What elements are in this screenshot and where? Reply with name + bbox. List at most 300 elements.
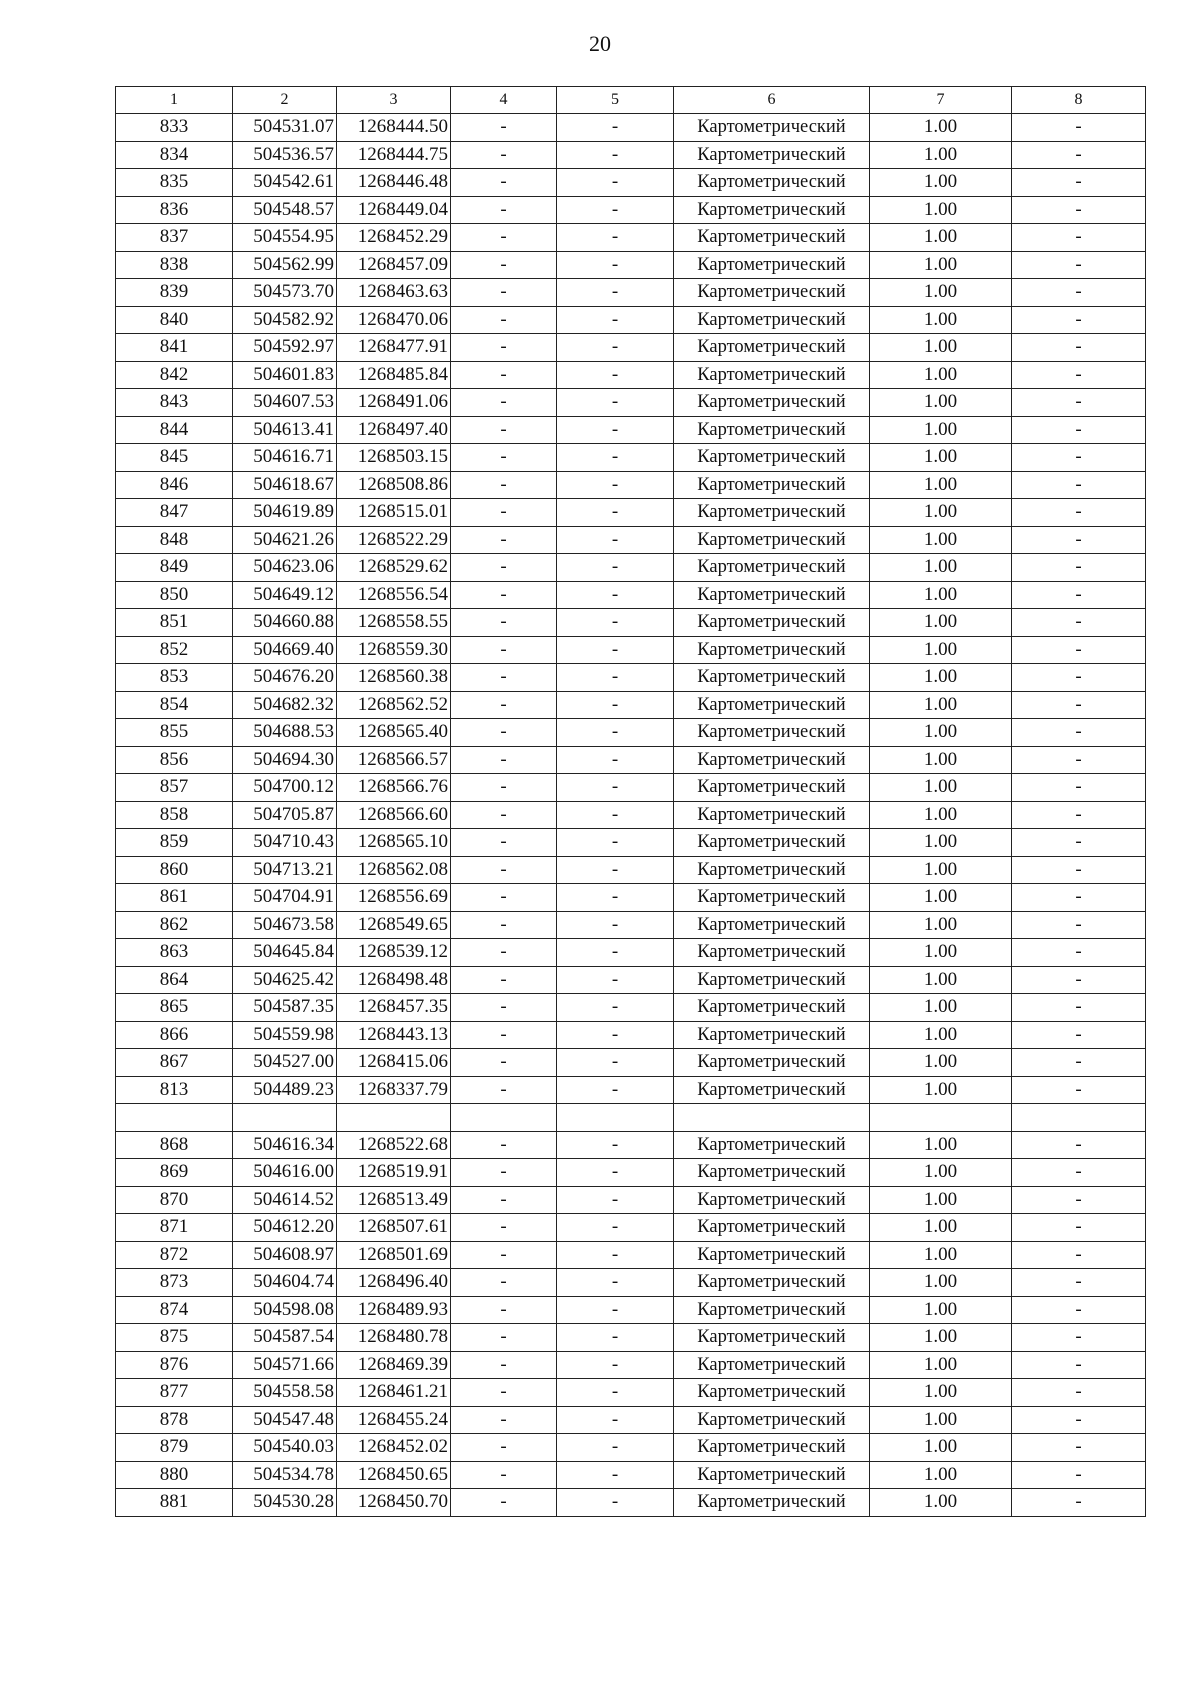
cell-coordinate-y: 1268480.78 — [337, 1324, 451, 1352]
cell-col-4: - — [451, 939, 557, 967]
cell-col-8: - — [1012, 1131, 1146, 1159]
cell-coordinate-y: 1268337.79 — [337, 1076, 451, 1104]
cell-col-4: - — [451, 279, 557, 307]
cell-coordinate-x: 504571.66 — [233, 1351, 337, 1379]
cell-point-number: 840 — [116, 306, 233, 334]
cell-accuracy: 1.00 — [870, 884, 1012, 912]
cell-method: Картометрический — [674, 609, 870, 637]
column-header-6: 6 — [674, 87, 870, 114]
cell-point-number: 874 — [116, 1296, 233, 1324]
cell-accuracy: 1.00 — [870, 664, 1012, 692]
cell-coordinate-y: 1268444.75 — [337, 141, 451, 169]
cell-col-8: - — [1012, 1076, 1146, 1104]
cell-accuracy: 1.00 — [870, 526, 1012, 554]
cell-col-8: - — [1012, 774, 1146, 802]
cell-col-5: - — [557, 554, 674, 582]
cell-method: Картометрический — [674, 801, 870, 829]
cell-method: Картометрический — [674, 1131, 870, 1159]
table-row — [116, 1131, 1146, 1159]
cell-method: Картометрический — [674, 1159, 870, 1187]
cell-col-5: - — [557, 224, 674, 252]
cell-point-number: 859 — [116, 829, 233, 857]
cell-col-4: - — [451, 196, 557, 224]
cell-accuracy: 1.00 — [870, 1324, 1012, 1352]
table-row — [116, 1159, 1146, 1187]
cell-point-number: 845 — [116, 444, 233, 472]
cell-method: Картометрический — [674, 499, 870, 527]
cell-accuracy: 1.00 — [870, 746, 1012, 774]
table-row — [116, 141, 1146, 169]
cell-accuracy: 1.00 — [870, 114, 1012, 142]
table-row — [116, 884, 1146, 912]
table-row — [116, 856, 1146, 884]
cell-col-4: - — [451, 141, 557, 169]
cell-col-8: - — [1012, 114, 1146, 142]
table-row — [116, 636, 1146, 664]
cell-accuracy: 1.00 — [870, 1434, 1012, 1462]
cell-col-8: - — [1012, 1214, 1146, 1242]
cell-accuracy: 1.00 — [870, 1351, 1012, 1379]
cell-coordinate-y: 1268455.24 — [337, 1406, 451, 1434]
cell-method: Картометрический — [674, 719, 870, 747]
cell-accuracy: 1.00 — [870, 416, 1012, 444]
cell-coordinate-y: 1268491.06 — [337, 389, 451, 417]
cell-accuracy: 1.00 — [870, 636, 1012, 664]
cell-col-8: - — [1012, 306, 1146, 334]
cell-coordinate-y: 1268501.69 — [337, 1241, 451, 1269]
cell-coordinate-y: 1268559.30 — [337, 636, 451, 664]
cell-coordinate-y: 1268522.29 — [337, 526, 451, 554]
table-row — [116, 1021, 1146, 1049]
cell-method: Картометрический — [674, 1241, 870, 1269]
cell-method: Картометрический — [674, 141, 870, 169]
cell-method: Картометрический — [674, 1049, 870, 1077]
cell-col-4: - — [451, 1406, 557, 1434]
cell-col-8: - — [1012, 499, 1146, 527]
cell-col-8: - — [1012, 1269, 1146, 1297]
cell-method: Картометрический — [674, 1434, 870, 1462]
cell-col-5: - — [557, 141, 674, 169]
cell-col-5: - — [557, 691, 674, 719]
cell-point-number: 848 — [116, 526, 233, 554]
table-row — [116, 1434, 1146, 1462]
table-row — [116, 1489, 1146, 1517]
cell-col-4: - — [451, 1489, 557, 1517]
cell-col-8: - — [1012, 526, 1146, 554]
cell-coordinate-y: 1268497.40 — [337, 416, 451, 444]
cell-coordinate-x: 504694.30 — [233, 746, 337, 774]
cell-col-8: - — [1012, 746, 1146, 774]
cell-col-5: - — [557, 939, 674, 967]
cell-accuracy — [870, 1104, 1012, 1132]
cell-coordinate-x: 504649.12 — [233, 581, 337, 609]
cell-coordinate-y: 1268457.35 — [337, 994, 451, 1022]
cell-coordinate-x: 504587.54 — [233, 1324, 337, 1352]
cell-col-8: - — [1012, 581, 1146, 609]
cell-method: Картометрический — [674, 471, 870, 499]
cell-coordinate-x: 504676.20 — [233, 664, 337, 692]
cell-point-number: 846 — [116, 471, 233, 499]
cell-accuracy: 1.00 — [870, 911, 1012, 939]
cell-point-number: 853 — [116, 664, 233, 692]
cell-coordinate-x: 504542.61 — [233, 169, 337, 197]
cell-point-number: 844 — [116, 416, 233, 444]
cell-point-number: 876 — [116, 1351, 233, 1379]
page-number: 20 — [589, 31, 611, 56]
cell-point-number: 836 — [116, 196, 233, 224]
cell-col-8: - — [1012, 1159, 1146, 1187]
cell-point-number: 860 — [116, 856, 233, 884]
cell-col-5: - — [557, 526, 674, 554]
cell-point-number: 834 — [116, 141, 233, 169]
cell-col-5: - — [557, 1406, 674, 1434]
cell-col-8: - — [1012, 829, 1146, 857]
cell-method: Картометрический — [674, 279, 870, 307]
cell-accuracy: 1.00 — [870, 801, 1012, 829]
cell-point-number: 863 — [116, 939, 233, 967]
cell-method: Картометрический — [674, 169, 870, 197]
cell-col-4: - — [451, 691, 557, 719]
cell-accuracy: 1.00 — [870, 196, 1012, 224]
cell-coordinate-x: 504613.41 — [233, 416, 337, 444]
cell-col-8: - — [1012, 196, 1146, 224]
cell-col-4: - — [451, 306, 557, 334]
cell-col-4: - — [451, 746, 557, 774]
cell-accuracy: 1.00 — [870, 1406, 1012, 1434]
cell-method: Картометрический — [674, 994, 870, 1022]
table-row — [116, 114, 1146, 142]
cell-coordinate-x: 504673.58 — [233, 911, 337, 939]
cell-method: Картометрический — [674, 361, 870, 389]
cell-col-5: - — [557, 361, 674, 389]
cell-col-5: - — [557, 389, 674, 417]
cell-coordinate-x: 504614.52 — [233, 1186, 337, 1214]
cell-col-8: - — [1012, 664, 1146, 692]
cell-col-4: - — [451, 884, 557, 912]
cell-col-4: - — [451, 1269, 557, 1297]
table-row — [116, 1076, 1146, 1104]
cell-coordinate-x: 504534.78 — [233, 1461, 337, 1489]
table-row — [116, 994, 1146, 1022]
cell-col-4: - — [451, 499, 557, 527]
cell-coordinate-x: 504607.53 — [233, 389, 337, 417]
cell-col-4: - — [451, 1049, 557, 1077]
table-row — [116, 471, 1146, 499]
cell-coordinate-y: 1268444.50 — [337, 114, 451, 142]
cell-coordinate-y: 1268565.40 — [337, 719, 451, 747]
cell-coordinate-y: 1268507.61 — [337, 1214, 451, 1242]
cell-col-4: - — [451, 169, 557, 197]
cell-coordinate-x: 504713.21 — [233, 856, 337, 884]
cell-coordinate-x: 504531.07 — [233, 114, 337, 142]
cell-coordinate-y: 1268452.02 — [337, 1434, 451, 1462]
cell-col-4: - — [451, 224, 557, 252]
cell-col-5: - — [557, 829, 674, 857]
table-row — [116, 361, 1146, 389]
table-row — [116, 1214, 1146, 1242]
cell-accuracy: 1.00 — [870, 251, 1012, 279]
cell-accuracy: 1.00 — [870, 1076, 1012, 1104]
cell-col-8: - — [1012, 471, 1146, 499]
table-row — [116, 801, 1146, 829]
column-header-1: 1 — [116, 87, 233, 114]
cell-point-number: 881 — [116, 1489, 233, 1517]
cell-point-number: 841 — [116, 334, 233, 362]
table-row — [116, 1351, 1146, 1379]
cell-method: Картометрический — [674, 196, 870, 224]
cell-accuracy: 1.00 — [870, 719, 1012, 747]
cell-method: Картометрический — [674, 1324, 870, 1352]
cell-col-4: - — [451, 1159, 557, 1187]
cell-method: Картометрический — [674, 1489, 870, 1517]
cell-col-5: - — [557, 444, 674, 472]
cell-col-4: - — [451, 416, 557, 444]
cell-point-number: 867 — [116, 1049, 233, 1077]
cell-coordinate-y: 1268562.08 — [337, 856, 451, 884]
cell-col-5: - — [557, 334, 674, 362]
cell-col-5: - — [557, 1296, 674, 1324]
cell-col-5: - — [557, 911, 674, 939]
cell-accuracy: 1.00 — [870, 361, 1012, 389]
cell-col-8: - — [1012, 911, 1146, 939]
cell-accuracy: 1.00 — [870, 856, 1012, 884]
cell-method: Картометрический — [674, 1351, 870, 1379]
table-row — [116, 1241, 1146, 1269]
cell-col-8: - — [1012, 1379, 1146, 1407]
cell-col-8: - — [1012, 1241, 1146, 1269]
cell-col-5 — [557, 1104, 674, 1132]
cell-coordinate-x: 504660.88 — [233, 609, 337, 637]
cell-coordinate-y: 1268566.60 — [337, 801, 451, 829]
cell-col-5: - — [557, 801, 674, 829]
cell-col-5: - — [557, 1269, 674, 1297]
cell-col-4: - — [451, 114, 557, 142]
cell-col-8: - — [1012, 939, 1146, 967]
cell-col-8: - — [1012, 251, 1146, 279]
cell-coordinate-y: 1268515.01 — [337, 499, 451, 527]
cell-point-number: 855 — [116, 719, 233, 747]
cell-col-5: - — [557, 114, 674, 142]
cell-coordinate-x: 504618.67 — [233, 471, 337, 499]
cell-coordinate-x: 504612.20 — [233, 1214, 337, 1242]
cell-coordinate-x: 504705.87 — [233, 801, 337, 829]
cell-col-8: - — [1012, 1406, 1146, 1434]
table-row — [116, 746, 1146, 774]
cell-col-4: - — [451, 471, 557, 499]
cell-col-4: - — [451, 911, 557, 939]
cell-accuracy: 1.00 — [870, 994, 1012, 1022]
table-row — [116, 526, 1146, 554]
table-row — [116, 1406, 1146, 1434]
cell-point-number: 837 — [116, 224, 233, 252]
cell-coordinate-x: 504616.34 — [233, 1131, 337, 1159]
cell-accuracy: 1.00 — [870, 966, 1012, 994]
cell-accuracy: 1.00 — [870, 1379, 1012, 1407]
cell-accuracy: 1.00 — [870, 691, 1012, 719]
cell-method: Картометрический — [674, 224, 870, 252]
cell-col-5: - — [557, 664, 674, 692]
cell-accuracy: 1.00 — [870, 1049, 1012, 1077]
cell-col-8: - — [1012, 1186, 1146, 1214]
cell-col-8: - — [1012, 884, 1146, 912]
cell-col-8: - — [1012, 169, 1146, 197]
cell-method: Картометрический — [674, 389, 870, 417]
cell-col-5: - — [557, 746, 674, 774]
table-row — [116, 444, 1146, 472]
cell-col-8: - — [1012, 856, 1146, 884]
table-row — [116, 1324, 1146, 1352]
cell-method: Картометрический — [674, 966, 870, 994]
cell-col-4: - — [451, 581, 557, 609]
coordinates-table — [115, 86, 1146, 1517]
cell-col-5: - — [557, 1434, 674, 1462]
cell-coordinate-x: 504554.95 — [233, 224, 337, 252]
cell-col-4: - — [451, 334, 557, 362]
cell-col-4: - — [451, 251, 557, 279]
cell-method: Картометрический — [674, 829, 870, 857]
cell-coordinate-y — [337, 1104, 451, 1132]
cell-col-8: - — [1012, 719, 1146, 747]
cell-col-4 — [451, 1104, 557, 1132]
cell-col-8: - — [1012, 361, 1146, 389]
cell-accuracy: 1.00 — [870, 224, 1012, 252]
table-row — [116, 691, 1146, 719]
cell-coordinate-x: 504623.06 — [233, 554, 337, 582]
cell-col-4: - — [451, 774, 557, 802]
table-row — [116, 196, 1146, 224]
cell-col-8: - — [1012, 1021, 1146, 1049]
cell-col-8: - — [1012, 141, 1146, 169]
cell-coordinate-y: 1268498.48 — [337, 966, 451, 994]
cell-method: Картометрический — [674, 691, 870, 719]
cell-coordinate-y: 1268565.10 — [337, 829, 451, 857]
cell-coordinate-y: 1268452.29 — [337, 224, 451, 252]
cell-col-4: - — [451, 801, 557, 829]
cell-point-number: 838 — [116, 251, 233, 279]
table-row — [116, 169, 1146, 197]
cell-col-8: - — [1012, 334, 1146, 362]
cell-accuracy: 1.00 — [870, 169, 1012, 197]
cell-point-number: 854 — [116, 691, 233, 719]
cell-col-4: - — [451, 554, 557, 582]
cell-col-4: - — [451, 829, 557, 857]
cell-point-number: 839 — [116, 279, 233, 307]
cell-coordinate-x: 504601.83 — [233, 361, 337, 389]
cell-col-4: - — [451, 1076, 557, 1104]
cell-method: Картометрический — [674, 911, 870, 939]
cell-method: Картометрический — [674, 746, 870, 774]
cell-col-5: - — [557, 279, 674, 307]
cell-coordinate-y: 1268556.69 — [337, 884, 451, 912]
cell-coordinate-y: 1268519.91 — [337, 1159, 451, 1187]
cell-coordinate-y: 1268560.38 — [337, 664, 451, 692]
cell-col-5: - — [557, 416, 674, 444]
cell-coordinate-x: 504573.70 — [233, 279, 337, 307]
table-row — [116, 1269, 1146, 1297]
cell-coordinate-y: 1268562.52 — [337, 691, 451, 719]
cell-coordinate-y: 1268450.70 — [337, 1489, 451, 1517]
cell-col-8: - — [1012, 1489, 1146, 1517]
cell-point-number: 857 — [116, 774, 233, 802]
cell-coordinate-y: 1268485.84 — [337, 361, 451, 389]
cell-col-5: - — [557, 994, 674, 1022]
cell-method: Картометрический — [674, 884, 870, 912]
cell-point-number: 850 — [116, 581, 233, 609]
cell-method: Картометрический — [674, 416, 870, 444]
cell-col-4: - — [451, 1296, 557, 1324]
cell-accuracy: 1.00 — [870, 581, 1012, 609]
table-row — [116, 1379, 1146, 1407]
cell-col-4: - — [451, 1021, 557, 1049]
cell-coordinate-y: 1268496.40 — [337, 1269, 451, 1297]
cell-coordinate-x: 504587.35 — [233, 994, 337, 1022]
cell-method: Картометрический — [674, 939, 870, 967]
cell-col-4: - — [451, 1434, 557, 1462]
cell-col-5: - — [557, 169, 674, 197]
cell-coordinate-y: 1268522.68 — [337, 1131, 451, 1159]
cell-coordinate-x: 504548.57 — [233, 196, 337, 224]
cell-col-5: - — [557, 1461, 674, 1489]
cell-col-8: - — [1012, 636, 1146, 664]
cell-col-4: - — [451, 1351, 557, 1379]
cell-point-number — [116, 1104, 233, 1132]
cell-point-number: 864 — [116, 966, 233, 994]
table-row — [116, 499, 1146, 527]
cell-col-5: - — [557, 884, 674, 912]
cell-coordinate-x: 504527.00 — [233, 1049, 337, 1077]
cell-coordinate-y: 1268463.63 — [337, 279, 451, 307]
table-header — [116, 87, 1146, 114]
cell-method: Картометрический — [674, 1296, 870, 1324]
cell-col-8: - — [1012, 691, 1146, 719]
cell-method: Картометрический — [674, 1186, 870, 1214]
table-row — [116, 1296, 1146, 1324]
table-row — [116, 911, 1146, 939]
cell-col-4: - — [451, 719, 557, 747]
cell-col-4: - — [451, 856, 557, 884]
table-row — [116, 251, 1146, 279]
cell-point-number: 871 — [116, 1214, 233, 1242]
cell-col-5: - — [557, 966, 674, 994]
cell-method: Картометрический — [674, 774, 870, 802]
cell-point-number: 849 — [116, 554, 233, 582]
cell-point-number: 879 — [116, 1434, 233, 1462]
cell-accuracy: 1.00 — [870, 1269, 1012, 1297]
cell-col-5: - — [557, 1159, 674, 1187]
cell-method: Картометрический — [674, 306, 870, 334]
cell-coordinate-x: 504616.00 — [233, 1159, 337, 1187]
cell-coordinate-x: 504598.08 — [233, 1296, 337, 1324]
cell-accuracy: 1.00 — [870, 389, 1012, 417]
cell-col-8: - — [1012, 444, 1146, 472]
cell-coordinate-x: 504558.58 — [233, 1379, 337, 1407]
cell-accuracy: 1.00 — [870, 499, 1012, 527]
table-row — [116, 416, 1146, 444]
cell-accuracy: 1.00 — [870, 1159, 1012, 1187]
cell-accuracy: 1.00 — [870, 609, 1012, 637]
cell-accuracy: 1.00 — [870, 306, 1012, 334]
cell-point-number: 861 — [116, 884, 233, 912]
cell-point-number: 862 — [116, 911, 233, 939]
column-header-2: 2 — [233, 87, 337, 114]
column-header-5: 5 — [557, 87, 674, 114]
cell-point-number: 873 — [116, 1269, 233, 1297]
cell-coordinate-y: 1268469.39 — [337, 1351, 451, 1379]
cell-accuracy: 1.00 — [870, 1021, 1012, 1049]
table-row — [116, 609, 1146, 637]
cell-coordinate-x: 504489.23 — [233, 1076, 337, 1104]
table-row — [116, 224, 1146, 252]
